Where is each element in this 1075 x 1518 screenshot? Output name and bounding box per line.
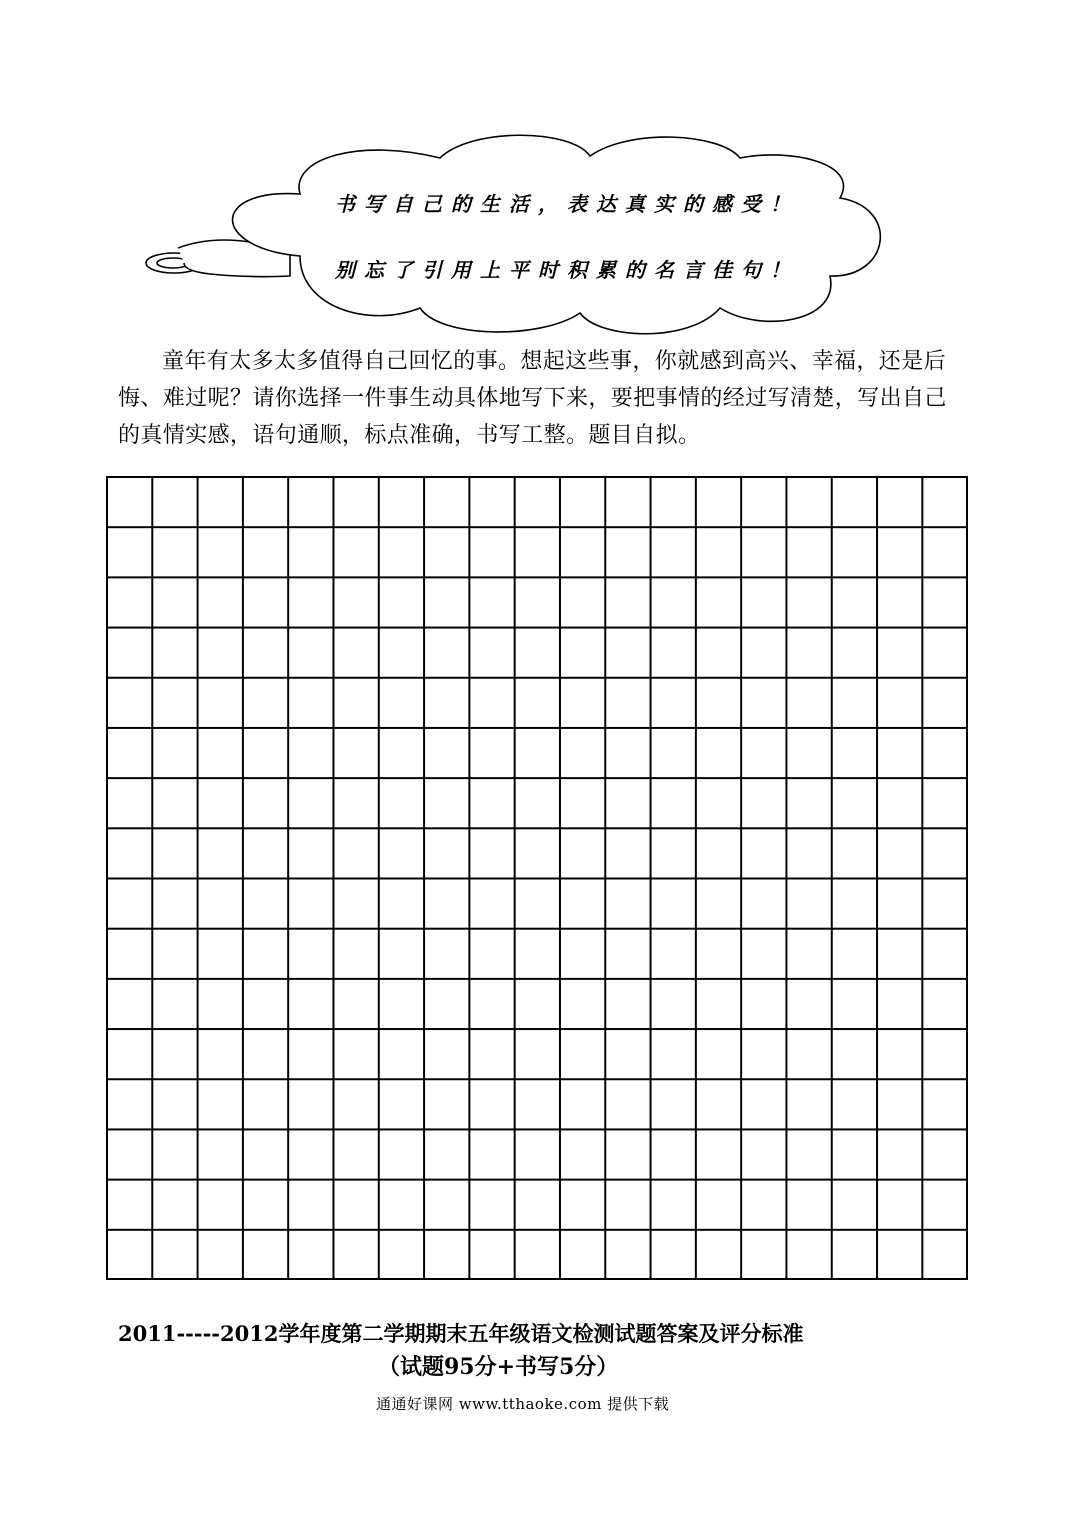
bubble-line-1: 书写自己的生活，表达真实的感受！ bbox=[335, 192, 799, 216]
answer-key-subheading: （试题95分+书写5分） bbox=[378, 1354, 619, 1380]
answer-key-heading: 2011-----2012学年度第二学期期末五年级语文检测试题答案及评分标准 bbox=[118, 1321, 804, 1346]
thought-bubble bbox=[140, 128, 900, 338]
download-footer: 通通好课网 www.tthaoke.com 提供下载 bbox=[376, 1395, 670, 1413]
writing-grid[interactable] bbox=[106, 476, 968, 1280]
cloud-shape bbox=[140, 128, 900, 338]
writing-prompt: 童年有太多太多值得自己回忆的事。想起这些事，你就感到高兴、幸福，还是后悔、难过呢？请你选择一件事生动具体地写下来，要把事情的经过写清楚，写出自己的真情实感，语句通顺，标点准确，书写工整。题目自拟。 bbox=[118, 349, 947, 448]
bubble-line-2: 别忘了引用上平时积累的名言佳句！ bbox=[335, 258, 799, 282]
